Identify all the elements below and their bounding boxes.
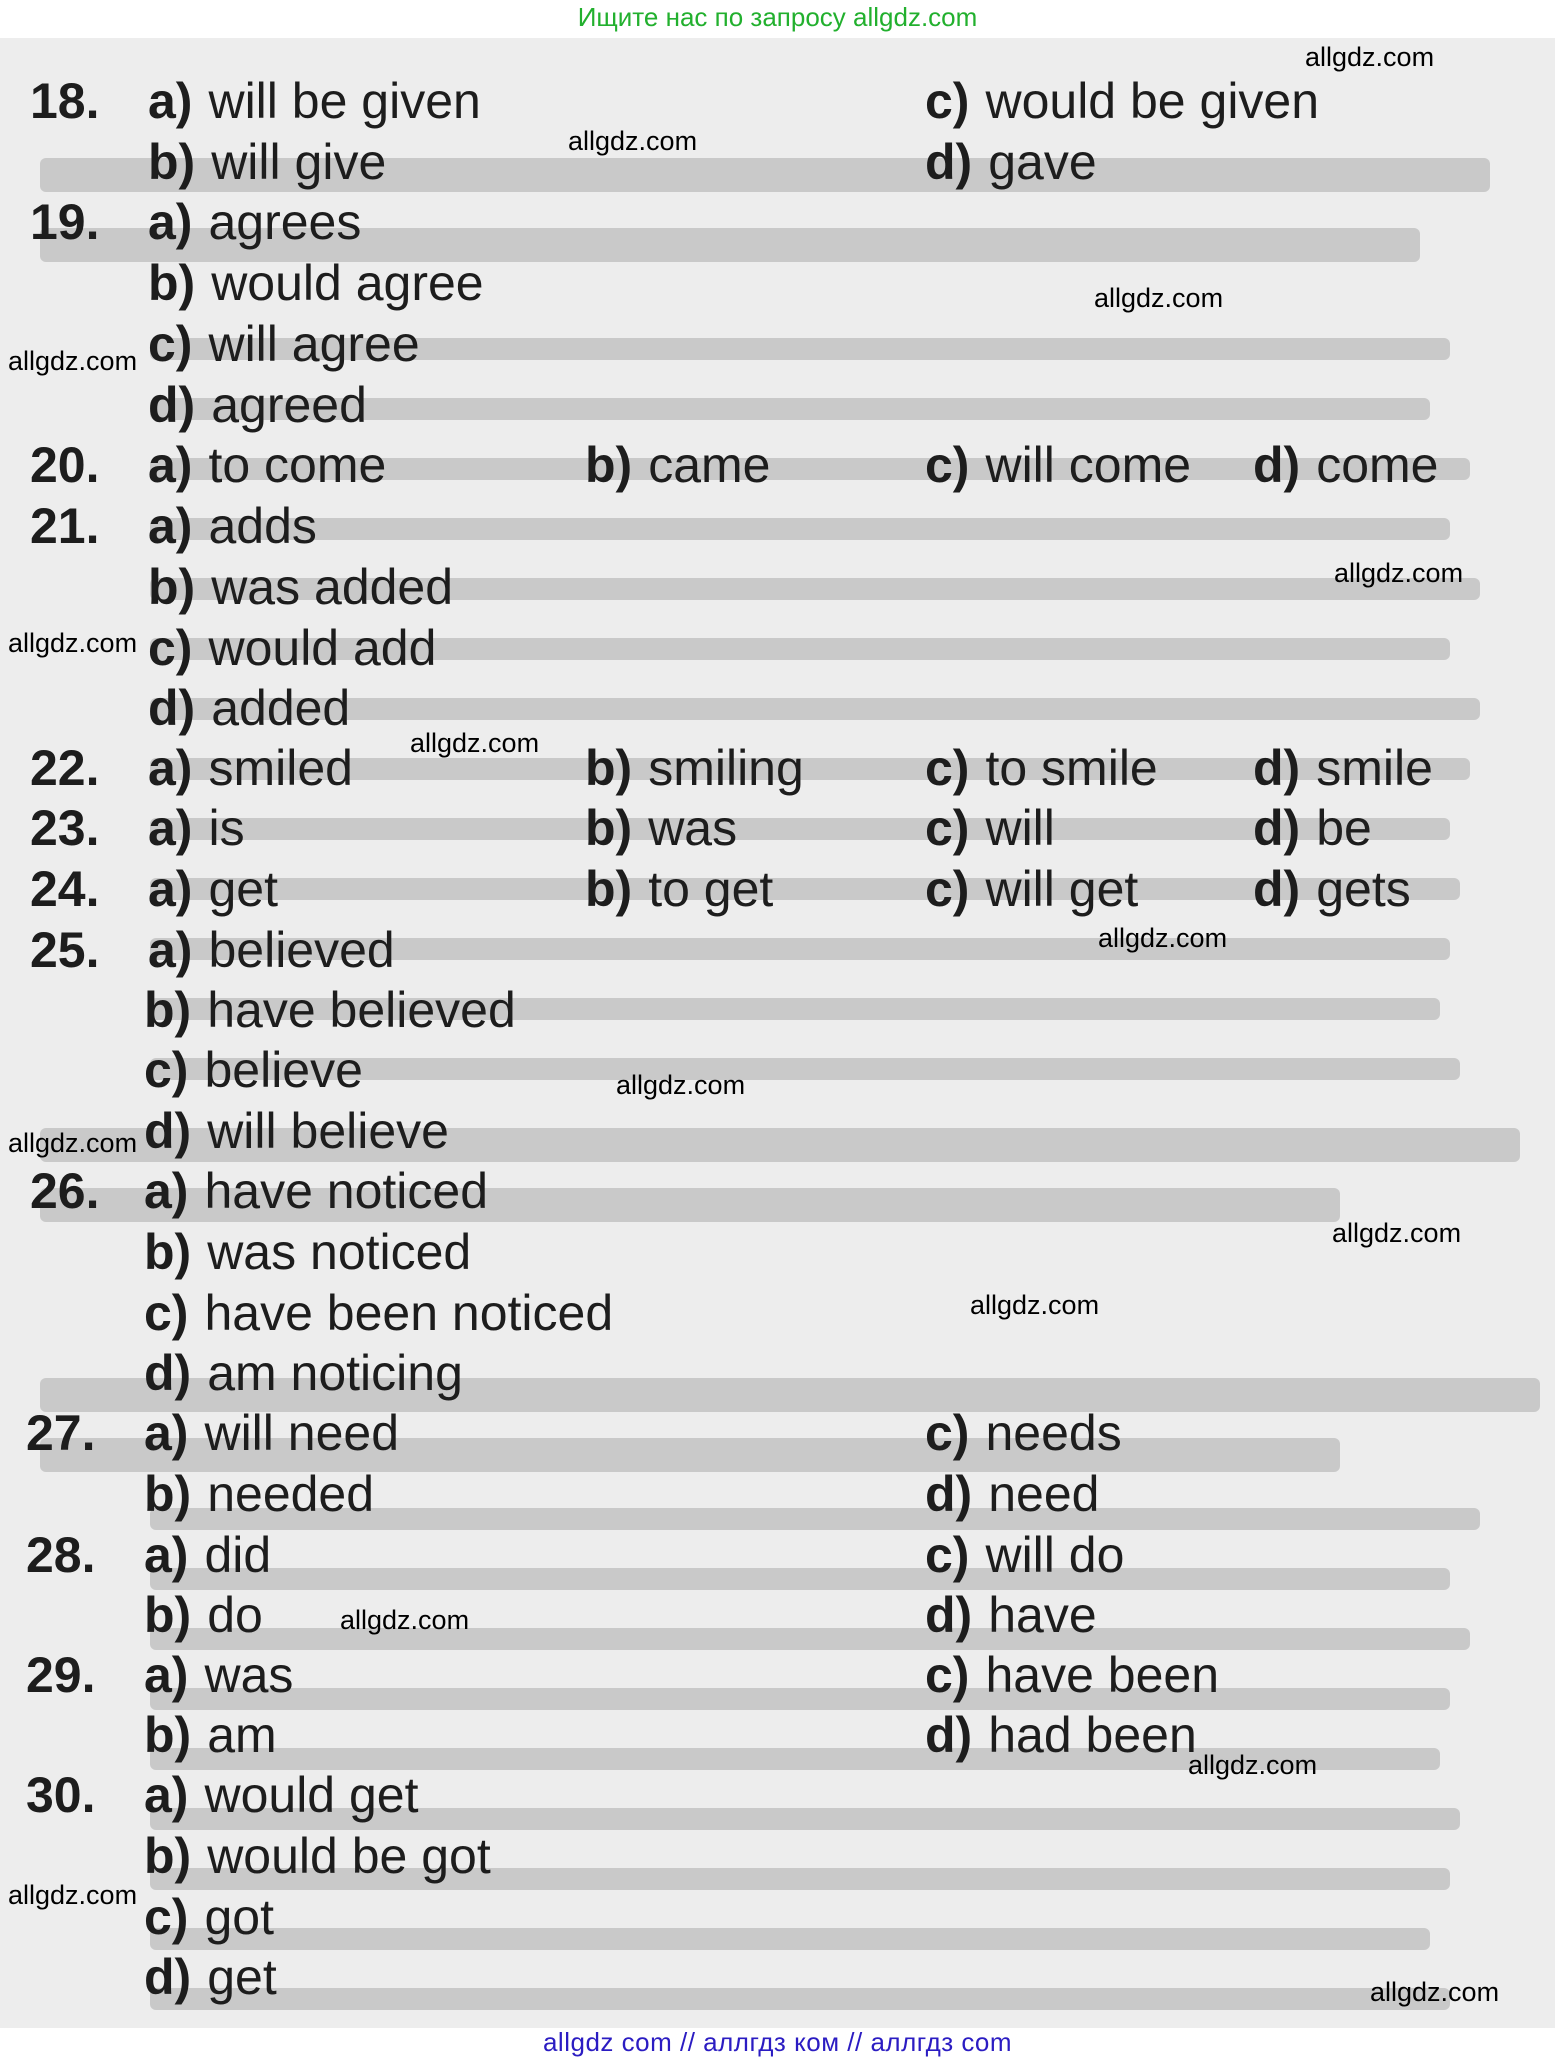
watermark: allgdz.com: [970, 1290, 1100, 1320]
watermark: allgdz.com: [1094, 283, 1224, 313]
option-letter: d): [1253, 740, 1301, 796]
option-text: needed: [207, 1466, 375, 1522]
answer-option: [148, 558, 453, 616]
option-text: adds: [208, 498, 317, 554]
option-letter: c): [925, 1405, 970, 1461]
answer-option: [144, 1102, 449, 1160]
answer-option: [585, 799, 737, 857]
option-text: have noticed: [204, 1163, 489, 1219]
option-letter: c): [925, 1647, 970, 1703]
option-letter: d): [925, 1587, 973, 1643]
answer-option: [925, 1706, 1197, 1764]
option-text: will do: [985, 1527, 1125, 1583]
watermark: allgdz.com: [1098, 923, 1228, 953]
answer-option: [144, 1646, 293, 1704]
option-text: gave: [988, 134, 1097, 190]
option-text: have been noticed: [204, 1285, 614, 1341]
question-number: 29.: [26, 1647, 96, 1703]
answer-option: [1253, 799, 1372, 857]
option-letter: b): [144, 1224, 192, 1280]
option-letter: b): [144, 982, 192, 1038]
option-letter: a): [148, 800, 193, 856]
answer-option: [144, 1526, 271, 1584]
answer-option: [925, 1586, 1097, 1644]
option-letter: c): [148, 316, 193, 372]
option-text: smiling: [648, 740, 804, 796]
option-letter: b): [144, 1828, 192, 1884]
option-text: would be given: [985, 73, 1320, 129]
option-text: was noticed: [207, 1224, 472, 1280]
option-letter: d): [1253, 800, 1301, 856]
watermark: allgdz.com: [410, 728, 540, 758]
option-letter: d): [1253, 861, 1301, 917]
option-text: had been: [988, 1707, 1197, 1763]
option-letter: b): [148, 559, 196, 615]
answer-option: [148, 254, 484, 312]
option-letter: a): [144, 1405, 189, 1461]
option-letter: a): [148, 194, 193, 250]
answer-option: [148, 72, 481, 130]
option-letter: c): [925, 861, 970, 917]
watermark: allgdz.com: [1305, 42, 1435, 72]
answer-option: [144, 981, 516, 1039]
option-letter: c): [925, 800, 970, 856]
watermark: allgdz.com: [8, 1880, 138, 1910]
answer-option: [148, 739, 353, 797]
option-letter: a): [144, 1527, 189, 1583]
answer-option: [1253, 739, 1433, 797]
answer-option: [144, 1827, 491, 1885]
option-text: come: [1316, 437, 1439, 493]
option-text: will give: [211, 134, 387, 190]
answer-option: [148, 679, 350, 737]
option-letter: d): [144, 1103, 192, 1159]
answer-option: [144, 1284, 613, 1342]
option-text: to smile: [985, 740, 1158, 796]
answer-option: [925, 860, 1138, 918]
option-letter: d): [144, 1345, 192, 1401]
option-text: was added: [211, 559, 454, 615]
answer-option: [144, 1223, 471, 1281]
option-letter: a): [148, 437, 193, 493]
answer-option: [144, 1465, 374, 1523]
option-text: have believed: [207, 982, 516, 1038]
option-text: is: [208, 800, 245, 856]
answer-option: [148, 436, 386, 494]
option-text: have: [988, 1587, 1097, 1643]
answer-option: [148, 193, 361, 251]
answer-option: [585, 436, 770, 494]
answer-option: [925, 72, 1319, 130]
option-letter: c): [925, 1527, 970, 1583]
option-text: will believe: [207, 1103, 449, 1159]
option-letter: a): [144, 1163, 189, 1219]
answer-option: [1253, 436, 1438, 494]
option-text: would be got: [207, 1828, 491, 1884]
option-text: needs: [985, 1405, 1122, 1461]
option-letter: d): [1253, 437, 1301, 493]
option-letter: b): [585, 740, 633, 796]
question-number: 26.: [30, 1163, 100, 1219]
answer-option: [148, 133, 386, 191]
option-letter: b): [148, 134, 196, 190]
option-text: to get: [648, 861, 774, 917]
watermark: allgdz.com: [1370, 1977, 1500, 2007]
option-text: get: [208, 861, 278, 917]
option-text: have been: [985, 1647, 1220, 1703]
option-text: smiled: [208, 740, 353, 796]
option-text: be: [1316, 800, 1372, 856]
option-letter: b): [585, 800, 633, 856]
option-text: am: [207, 1707, 277, 1763]
option-text: was: [648, 800, 738, 856]
answer-option: [925, 1465, 1099, 1523]
watermark: allgdz.com: [8, 1128, 138, 1158]
option-letter: b): [585, 437, 633, 493]
option-text: would agree: [211, 255, 484, 311]
option-letter: c): [144, 1285, 189, 1341]
watermark: allgdz.com: [1188, 1750, 1318, 1780]
site-banner-top[interactable]: Ищите нас по запросу allgdz.com: [577, 2, 978, 32]
question-number: 22.: [30, 740, 100, 796]
answer-option: [925, 1404, 1122, 1462]
watermark: allgdz.com: [1332, 1218, 1462, 1248]
option-letter: d): [925, 1466, 973, 1522]
site-banner-bottom[interactable]: allgdz com // аллгдз ком // аллгдз com: [542, 2027, 1013, 2057]
option-letter: a): [148, 861, 193, 917]
answer-option: [148, 497, 317, 555]
option-letter: c): [925, 73, 970, 129]
question-number: 28.: [26, 1527, 96, 1583]
option-letter: b): [148, 255, 196, 311]
question-number: 18.: [30, 73, 100, 129]
answer-option: [925, 436, 1191, 494]
answer-option: [1253, 860, 1411, 918]
option-letter: b): [585, 861, 633, 917]
option-text: do: [207, 1587, 263, 1643]
option-text: get: [207, 1949, 277, 2005]
option-letter: a): [144, 1767, 189, 1823]
watermark: allgdz.com: [568, 126, 698, 156]
option-letter: b): [144, 1707, 192, 1763]
answer-option: [925, 799, 1055, 857]
answer-option: [144, 1706, 277, 1764]
option-letter: a): [148, 73, 193, 129]
option-text: will get: [985, 861, 1139, 917]
answer-option: [148, 376, 367, 434]
option-text: to come: [208, 437, 387, 493]
option-letter: a): [144, 1647, 189, 1703]
answer-option: [585, 739, 804, 797]
option-text: was: [204, 1647, 294, 1703]
answer-option: [148, 860, 278, 918]
option-letter: d): [144, 1949, 192, 2005]
watermark: allgdz.com: [1334, 558, 1464, 588]
option-letter: b): [144, 1466, 192, 1522]
option-letter: d): [148, 377, 196, 433]
option-letter: a): [148, 740, 193, 796]
question-number: 24.: [30, 861, 100, 917]
answer-option: [148, 799, 245, 857]
answer-option: [144, 1041, 363, 1099]
option-text: got: [204, 1889, 274, 1945]
answer-option: [148, 921, 395, 979]
option-letter: a): [148, 498, 193, 554]
option-letter: c): [144, 1042, 189, 1098]
option-text: would get: [204, 1767, 419, 1823]
answer-option: [144, 1766, 419, 1824]
answer-option: [925, 1646, 1219, 1704]
option-text: believed: [208, 922, 395, 978]
answer-option: [925, 133, 1097, 191]
option-text: added: [211, 680, 351, 736]
watermark: allgdz.com: [8, 628, 138, 658]
answer-option: [144, 1586, 263, 1644]
option-text: believe: [204, 1042, 363, 1098]
question-number: 25.: [30, 922, 100, 978]
answer-option: [144, 1344, 463, 1402]
option-text: will be given: [208, 73, 481, 129]
option-text: would add: [208, 620, 437, 676]
option-letter: c): [144, 1889, 189, 1945]
option-text: did: [204, 1527, 272, 1583]
option-text: gets: [1316, 861, 1411, 917]
watermark: allgdz.com: [8, 346, 138, 376]
option-letter: b): [144, 1587, 192, 1643]
answer-option: [144, 1404, 399, 1462]
option-text: will agree: [208, 316, 420, 372]
option-text: need: [988, 1466, 1100, 1522]
question-number: 23.: [30, 800, 100, 856]
answer-option: [925, 1526, 1124, 1584]
answer-option: [925, 739, 1158, 797]
answer-option: [144, 1948, 277, 2006]
question-number: 30.: [26, 1767, 96, 1823]
question-number: 20.: [30, 437, 100, 493]
option-letter: d): [925, 1707, 973, 1763]
option-text: smile: [1316, 740, 1433, 796]
question-number: 19.: [30, 194, 100, 250]
option-letter: d): [148, 680, 196, 736]
option-text: will: [985, 800, 1055, 856]
answer-option: [144, 1888, 274, 1946]
option-text: came: [648, 437, 771, 493]
watermark: allgdz.com: [340, 1605, 470, 1635]
question-number: 27.: [26, 1405, 96, 1461]
answer-option: [148, 315, 420, 373]
option-text: am noticing: [207, 1345, 463, 1401]
answer-option: [144, 1162, 488, 1220]
option-letter: d): [925, 134, 973, 190]
option-text: agreed: [211, 377, 367, 433]
option-letter: c): [925, 437, 970, 493]
option-letter: c): [148, 620, 193, 676]
option-letter: a): [148, 922, 193, 978]
question-number: 21.: [30, 498, 100, 554]
answer-option: [585, 860, 773, 918]
answer-option: [148, 619, 436, 677]
option-text: will come: [985, 437, 1192, 493]
option-text: agrees: [208, 194, 362, 250]
watermark: allgdz.com: [616, 1070, 746, 1100]
option-letter: c): [925, 740, 970, 796]
option-text: will need: [204, 1405, 400, 1461]
